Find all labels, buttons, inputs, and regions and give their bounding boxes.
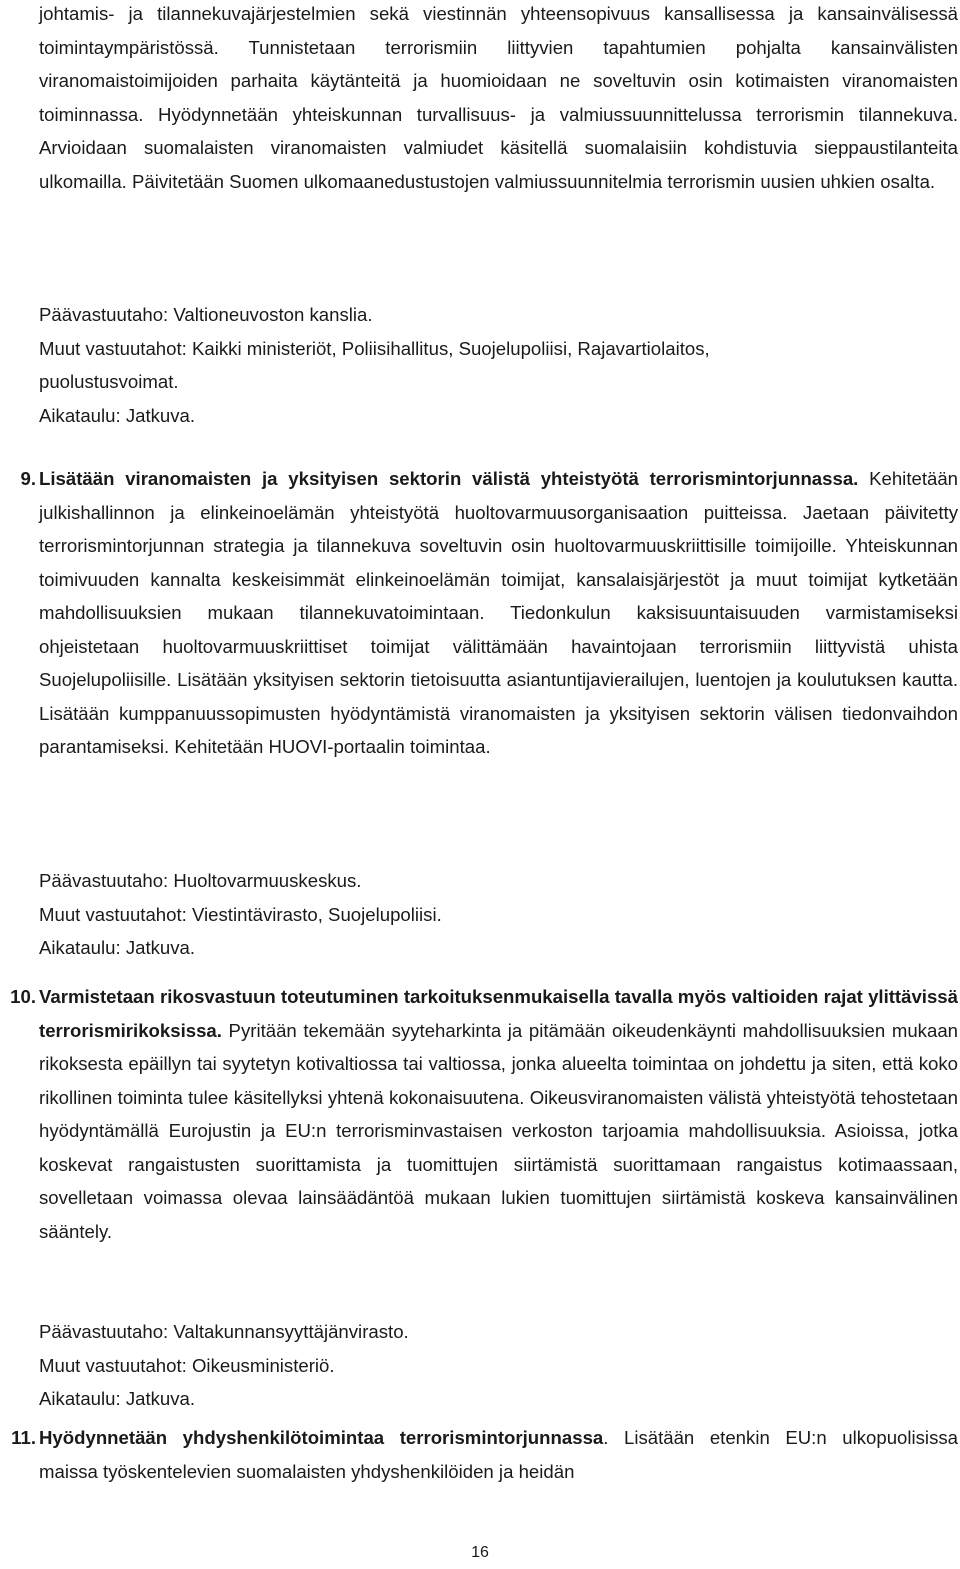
item-9-responsibilities	[39, 864, 958, 965]
measure-item-10	[0, 980, 958, 1248]
intro-responsibilities	[39, 298, 958, 432]
item-10-responsibilities	[39, 1315, 958, 1416]
item-body	[39, 1421, 958, 1488]
other-responsibles: Muut vastuutahot: Oikeusministeriö.	[39, 1354, 335, 1376]
intro-paragraph: johtamis- ja tilannekuvajärjestelmien sekä viestinnän yhteensopivuus kansallisessa ja kansainvälisessä toimintaympäristössä. Tunnistetaan terrorismiin liittyvien tapahtumien pohjalta kansainvälisten viranomaistoimijoiden parhaita käytänteitä ja huomioidaan ne soveltuvin osin kotimaisten viranomaisten toiminnassa. Hyödynnetään yhteiskunnan turvallisuus- ja valmiussuunnittelussa terrorismin tilannekuva. Arvioidaan suomalaisten viranomaisten valmiudet käsitellä suomalaisiin kohdistuvia sieppaustilanteita ulkomailla. Päivitetään Suomen ulkomaanedustustojen valmiussuunnitelmia terrorismin uusien uhkien osalta.	[39, 3, 958, 192]
main-responsible: Päävastuutaho: Valtakunnansyyttäjänvirasto.	[39, 1321, 409, 1342]
other-responsibles: Muut vastuutahot: Kaikki ministeriöt, Poliisihallitus, Suojelupoliisi, Rajavartiolaitos,	[39, 337, 710, 359]
item-number: 10.	[10, 986, 36, 1007]
page-number: 16	[471, 1544, 489, 1561]
main-responsible: Päävastuutaho: Huoltovarmuuskeskus.	[39, 870, 362, 891]
main-responsible: Päävastuutaho: Valtioneuvoston kanslia.	[39, 304, 373, 325]
schedule: Aikataulu: Jatkuva.	[39, 937, 196, 958]
other-responsibles: Muut vastuutahot: Viestintävirasto, Suojelupoliisi.	[39, 903, 442, 925]
other-responsibles-continued: puolustusvoimat.	[39, 371, 179, 392]
item-title-period: .	[603, 1427, 609, 1448]
item-text: Lisätään etenkin EU:n ulkopuolisissa maissa työskentelevien suomalaisten yhdyshenkilöiden ja heidän	[39, 1427, 958, 1482]
item-body	[39, 462, 958, 764]
item-title: Lisätään viranomaisten ja yksityisen sektorin välistä yhteistyötä terrorismintorjunnassa.	[39, 468, 859, 489]
item-number: 11.	[11, 1427, 36, 1448]
item-number: 9.	[20, 468, 36, 489]
item-text: Kehitetään julkishallinnon ja elinkeinoelämän yhteistyötä huoltovarmuusorganisaation puitteissa. Jaetaan päivitetty terrorismintorjunnan strategia ja tilannekuva soveltuvin osin huoltovarmuuskriittisille toimijoille. Yhteiskunnan toimivuuden kannalta keskeisimmät elinkeinoelämän toimijat, kansalaisjärjestöt ja muut toimijat kytketään mahdollisuuksien mukaan tilannekuvatoimintaan. Tiedonkulun kaksisuuntaisuuden varmistamiseksi ohjeistetaan huoltovarmuuskriittiset toimijat välittämään havaintojaan terrorismiin liittyvistä uhista Suojelupoliisille. Lisätään yksityisen sektorin tietoisuutta asiantuntijavierailujen, luentojen ja koulutuksen kautta. Lisätään kumppanuussopimusten hyödyntämistä viranomaisten ja yksityisen sektorin välisen tiedonvaihdon parantamiseksi. Kehitetään HUOVI-portaalin toimintaa.	[39, 468, 959, 757]
item-title: Hyödynnetään yhdyshenkilötoimintaa terrorismintorjunnassa	[39, 1427, 604, 1448]
item-text: Pyritään tekemään syyteharkinta ja pitämään oikeudenkäynti mahdollisuuksien mukaan rikoksesta epäillyn tai syytetyn kotivaltiossa tai valtiossa, jonka alueelta toimintaa on johdettu ja siten, että koko rikollinen toiminta tulee käsitellyksi yhtenä kokonaisuutena. Oikeusviranomaisten välistä yhteistyötä tehostetaan hyödyntämällä Eurojustin ja EU:n terrorisminvastaisen verkoston tarjoamia mahdollisuuksia. Asioissa, jotka koskevat rangaistusten suorittamista ja tuomittujen siirtämistä suorittamaan rangaistus kotimaassaan, sovelletaan voimassa olevaa lainsäädäntöä mukaan lukien tuomittujen siirtämistä koskeva kansainvälinen sääntely.	[39, 1019, 958, 1242]
item-body	[39, 980, 958, 1248]
measure-item-9	[0, 462, 958, 764]
schedule: Aikataulu: Jatkuva.	[39, 1388, 196, 1409]
schedule: Aikataulu: Jatkuva.	[39, 404, 196, 426]
item-title: Varmistetaan rikosvastuun toteutuminen tarkoituksenmukaisella tavalla myös valtioiden rajat ylittävissä terrorismirikoksissa.	[39, 986, 958, 1041]
measure-item-11	[0, 1421, 958, 1488]
